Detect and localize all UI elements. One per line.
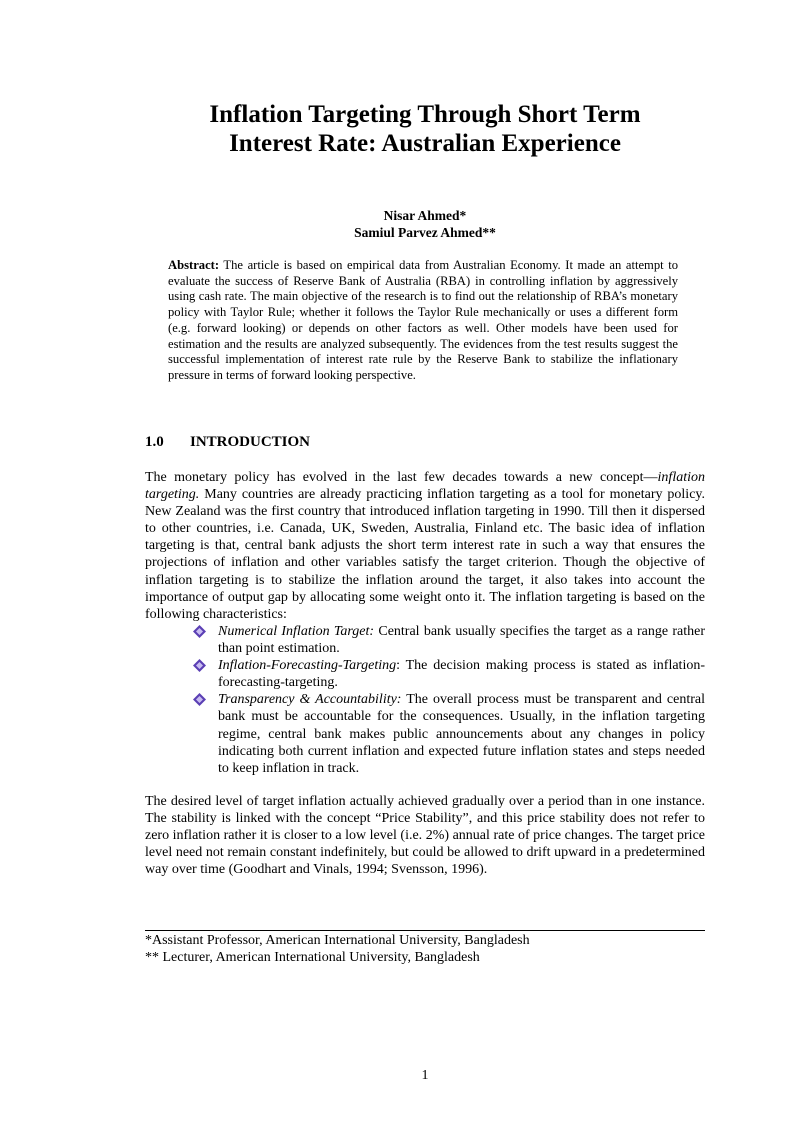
section-heading	[145, 433, 705, 451]
footnote-2: ** Lecturer, American International University, Bangladesh	[145, 949, 480, 965]
intro-paragraph	[145, 469, 705, 623]
footnote-1: *Assistant Professor, American International University, Bangladesh	[145, 933, 530, 948]
list-item-text: Central bank usually specifies the target as a range rather than point estimation.	[218, 624, 705, 657]
title-line-2: Interest Rate: Australian Experience	[229, 130, 621, 157]
page-number: 1	[421, 1068, 429, 1083]
footnote-divider	[145, 930, 705, 931]
list-item-term: Numerical Inflation Target:	[218, 624, 375, 639]
intro-italic-term: inflation targeting.	[145, 470, 705, 503]
list-item	[193, 691, 705, 776]
diamond-bullet-icon	[193, 625, 206, 638]
list-item-text: : The decision making process is stated as inflation-forecasting-targeting.	[218, 658, 705, 691]
list-item	[193, 657, 705, 691]
section-number: 1.0	[145, 434, 164, 450]
author-1: Nisar Ahmed*	[383, 208, 467, 223]
diamond-bullet-icon	[193, 693, 206, 706]
title-line-1: Inflation Targeting Through Short Term	[209, 101, 641, 128]
section-title: INTRODUCTION	[190, 434, 311, 450]
abstract-text: The article is based on empirical data from Australian Economy. It made an attempt to evaluate the success of Reserve Bank of Australia (RBA) in controlling inflation by aggressively using cash rate. The main objective of the research is to find out the relationship of RBA’s monetary policy with Taylor Rule; whether it follows the Taylor Rule mechanically or uses a different form (e.g. forward looking) or depends on other factors as well. Other models have been used for estimation and the results are analyzed subsequently. The evidences from the test results suggest the successful implementation of interest rate rule by the Reserve Bank to stabilize the inflationary pressure in terms of forward looking perspective.	[168, 258, 678, 382]
list-item-term: Inflation-Forecasting-Targeting	[218, 658, 397, 674]
body-paragraph: The desired level of target inflation actually achieved gradually over a period than in one instance. The stability is linked with the concept “Price Stability”, and this price stability does not refer to zero inflation rather it is closer to a low level (i.e. 2%) annual rate of price changes. The target price level need not remain constant indefinitely, but could be allowed to drift upward in a predetermined way over time (Goodhart and Vinals, 1994; Svensson, 1996).	[145, 794, 705, 878]
list-item	[193, 623, 705, 657]
abstract	[168, 258, 678, 384]
diamond-bullet-icon	[193, 659, 206, 672]
paper-title	[100, 100, 750, 158]
intro-text-rest: Many countries are already practicing inflation targeting as a tool for monetary policy. New Zealand was the first country that introduced inflation targeting in 1990. Till then it dispersed to other countries, i.e. Canada, UK, Sweden, Australia, Finland etc. The basic idea of inflation targeting is that, central bank adjusts the short term interest rate in such a way that ensures the projections of inflation and other variables satisfy the target criterion. Though the objective of inflation targeting is to stabilize the inflation around the target, it also takes into account the importance of output gap by allocating some weight onto it. The inflation targeting is based on the following characteristics:	[145, 487, 705, 622]
author-2: Samiul Parvez Ahmed**	[354, 225, 496, 240]
intro-text-start: The monetary policy has evolved in the last few decades towards a new concept—	[145, 470, 658, 485]
characteristics-list	[193, 623, 705, 777]
list-item-text: The overall process must be transparent and central bank must be accountable for the consequences. Usually, in the inflation targeting regime, central bank makes public announcements about any changes in policy indicating both current inflation and expected future inflation states and steps needed to keep inflation in track.	[218, 692, 705, 776]
footnotes	[145, 933, 705, 966]
abstract-label: Abstract:	[168, 258, 220, 272]
author-list	[100, 207, 750, 241]
list-item-term: Transparency & Accountability:	[218, 692, 402, 708]
